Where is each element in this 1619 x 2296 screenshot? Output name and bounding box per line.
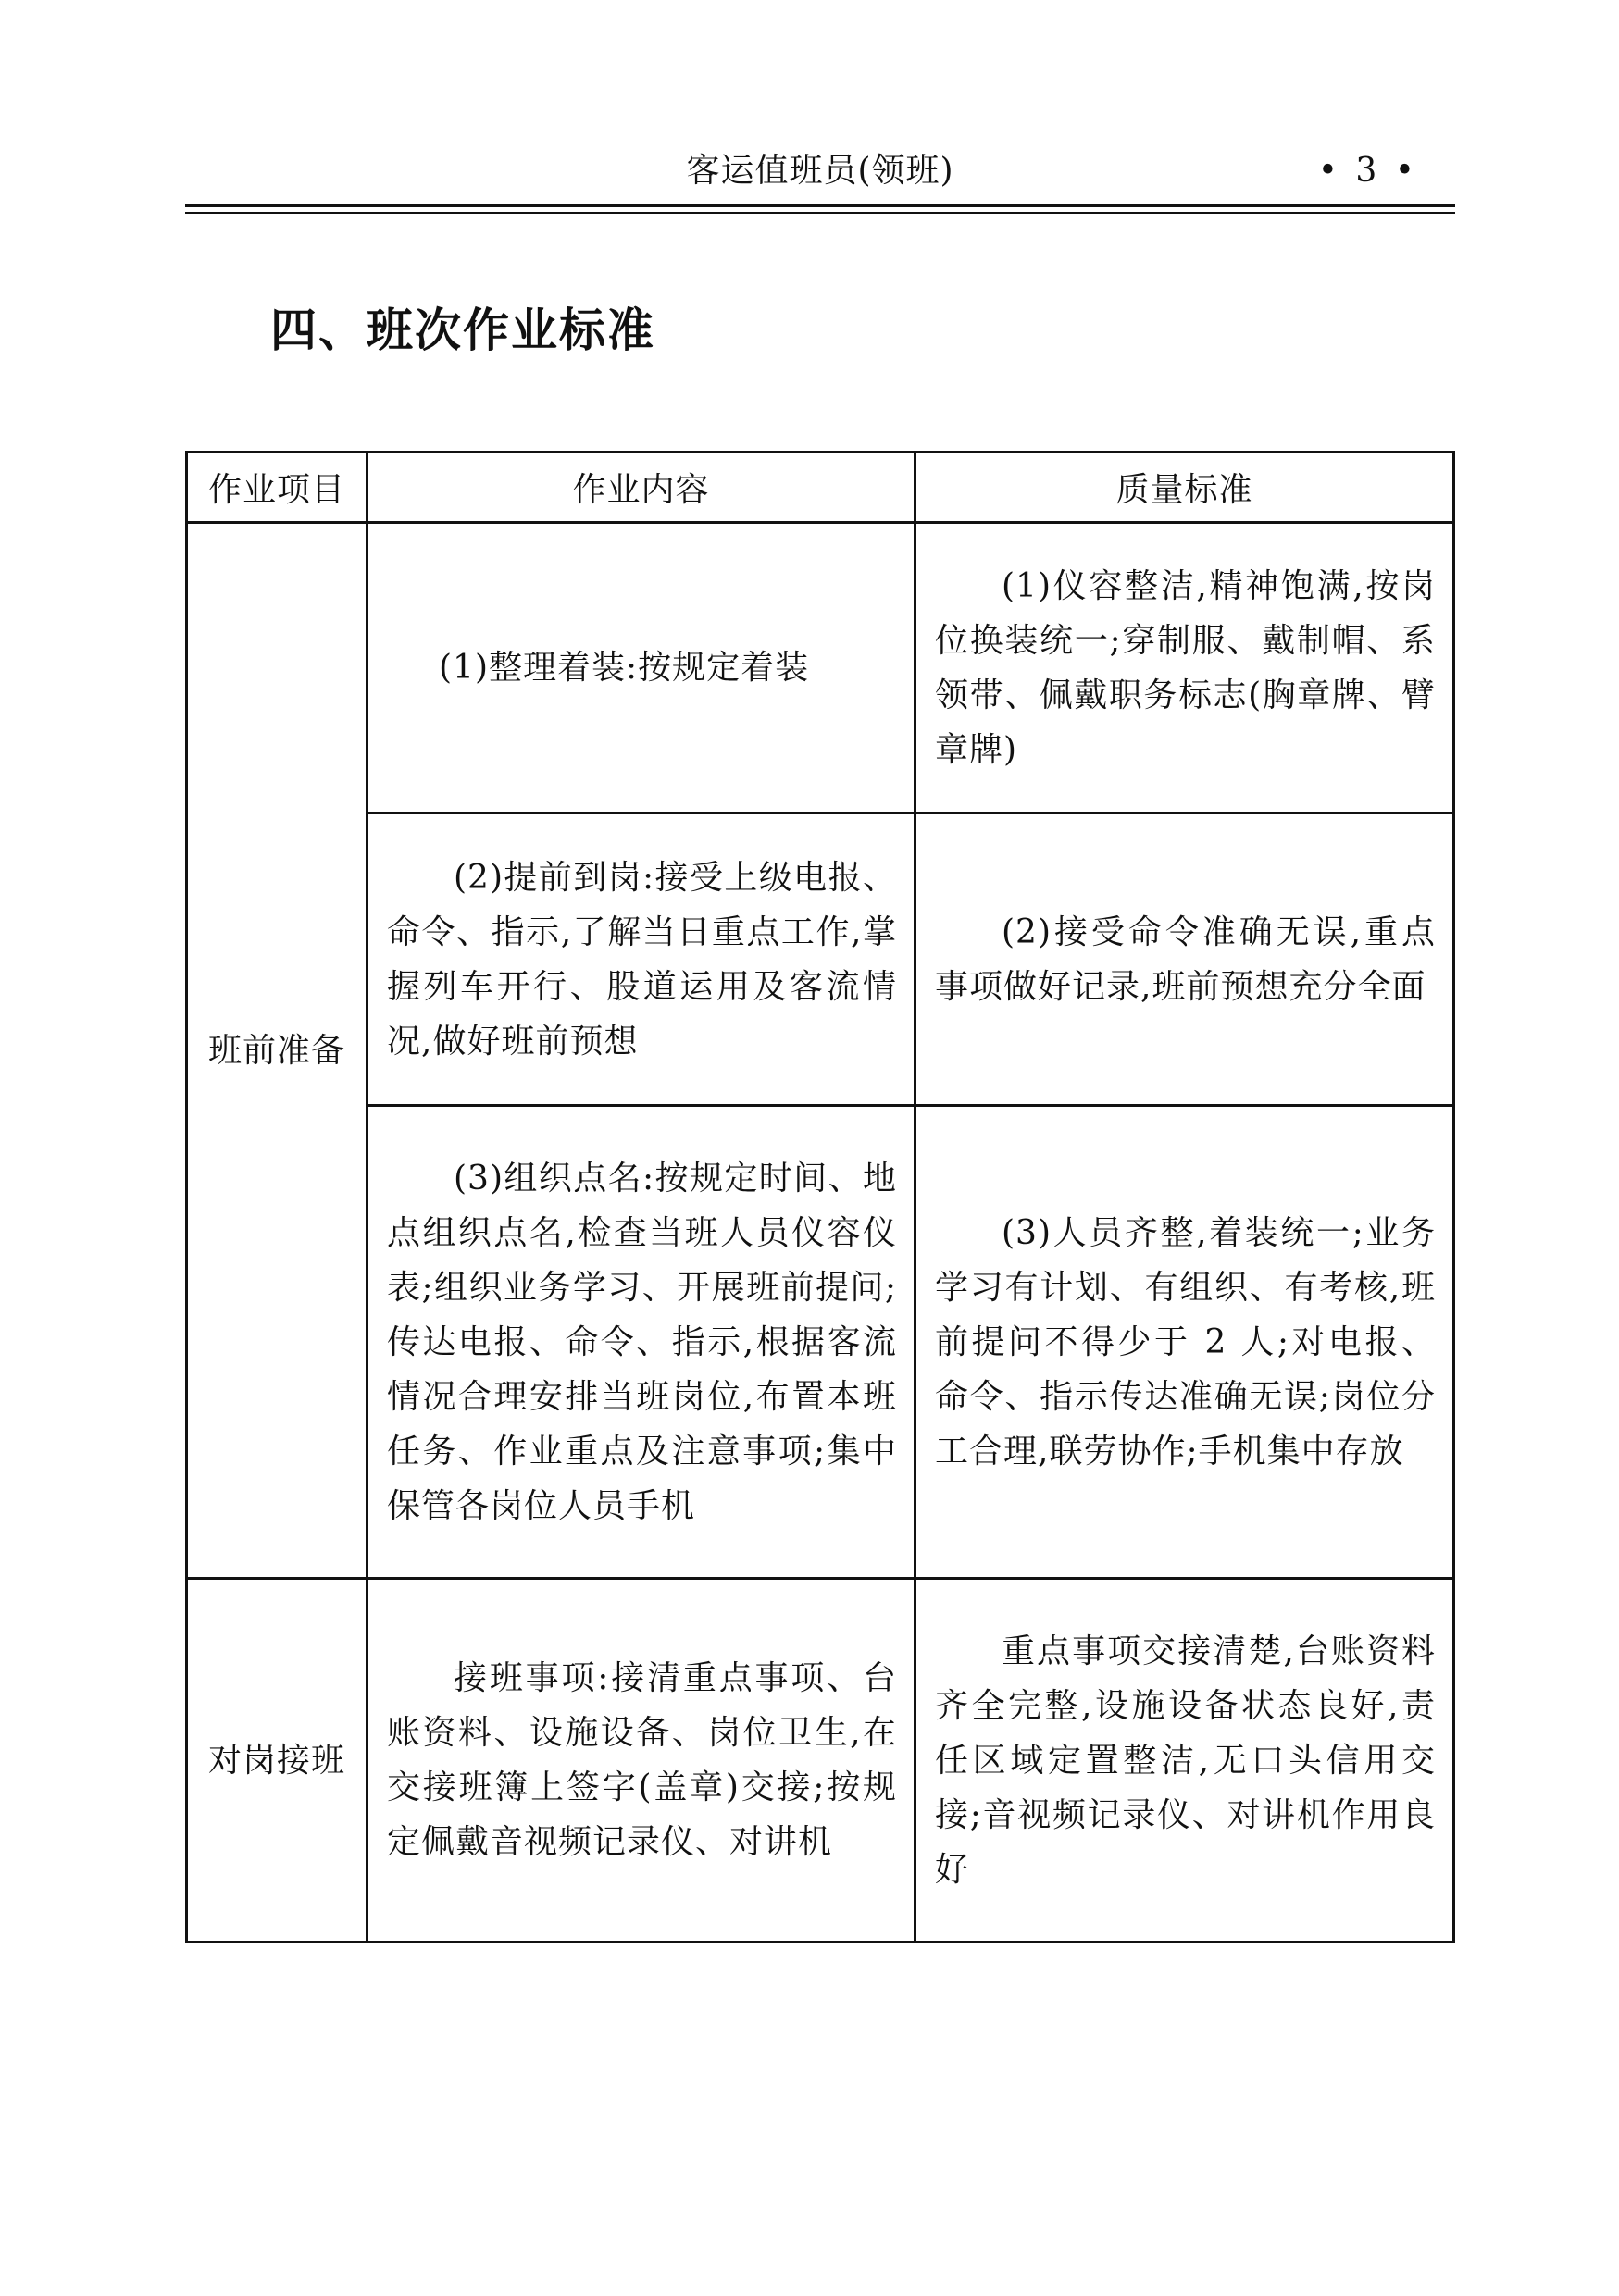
header-title: 客运值班员(领班) — [686, 152, 954, 190]
standard-cell: (1)仪容整洁,精神饱满,按岗位换装统一;穿制服、戴制帽、系领带、佩戴职务标志(胸章牌、臂章牌) — [915, 523, 1454, 813]
section-title: 四、班次作业标准 — [270, 304, 655, 357]
header-quality-standard: 质量标准 — [915, 453, 1454, 523]
content-cell: (2)提前到岗:接受上级电报、命令、指示,了解当日重点工作,掌握列车开行、股道运用及客流情况,做好班前预想 — [367, 813, 915, 1106]
item-cell-handover: 对岗接班 — [187, 1579, 367, 1942]
standard-cell: (2)接受命令准确无误,重点事项做好记录,班前预想充分全面 — [915, 813, 1454, 1106]
table-row — [187, 813, 1454, 1106]
table-row — [187, 523, 1454, 813]
page-number: • 3 • — [1317, 152, 1418, 190]
header-work-item: 作业项目 — [187, 453, 367, 523]
standard-cell: 重点事项交接清楚,台账资料齐全完整,设施设备状态良好,责任区域定置整洁,无口头信用交接;音视频记录仪、对讲机作用良好 — [915, 1579, 1454, 1942]
item-cell-pre-shift: 班前准备 — [187, 523, 367, 1579]
header-rule-thick — [185, 204, 1455, 207]
work-standard-table — [185, 451, 1455, 1943]
content-cell: 接班事项:接清重点事项、台账资料、设施设备、岗位卫生,在交接班簿上签字(盖章)交接;按规定佩戴音视频记录仪、对讲机 — [367, 1579, 915, 1942]
table-header-row — [187, 453, 1454, 523]
header-work-content: 作业内容 — [367, 453, 915, 523]
standard-cell: (3)人员齐整,着装统一;业务学习有计划、有组织、有考核,班前提问不得少于 2 人;对电报、命令、指示传达准确无误;岗位分工合理,联劳协作;手机集中存放 — [915, 1106, 1454, 1579]
table-row — [187, 1106, 1454, 1579]
content-cell: (1)整理着装:按规定着装 — [367, 523, 915, 813]
running-header — [185, 148, 1455, 194]
table-row — [187, 1579, 1454, 1942]
content-cell: (3)组织点名:按规定时间、地点组织点名,检查当班人员仪容仪表;组织业务学习、开展班前提问;传达电报、命令、指示,根据客流情况合理安排当班岗位,布置本班任务、作业重点及注意事项;集中保管各岗位人员手机 — [367, 1106, 915, 1579]
header-rule-thin — [185, 212, 1455, 214]
